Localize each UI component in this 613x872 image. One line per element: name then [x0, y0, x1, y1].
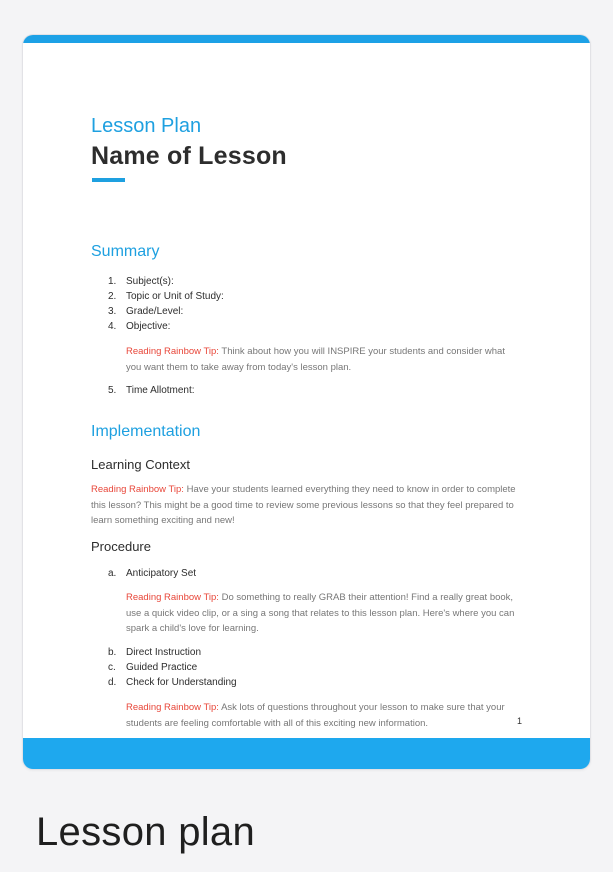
procedure-heading: Procedure	[91, 539, 151, 554]
procedure-item	[108, 662, 197, 673]
item-marker: b.	[108, 647, 117, 658]
tip-text: Ask lots of questions throughout your lesson to make sure that your students are feeling comfortable with all of this exciting new information.	[126, 702, 505, 729]
summary-item	[108, 306, 183, 317]
item-label: Anticipatory Set	[126, 568, 197, 579]
item-marker: c.	[108, 662, 116, 673]
doc-title: Name of Lesson	[91, 142, 287, 170]
item-label: Topic or Unit of Study:	[126, 291, 224, 302]
item-marker: 1.	[108, 276, 117, 287]
title-underline	[92, 178, 125, 182]
item-marker: 4.	[108, 321, 117, 332]
item-marker: d.	[108, 677, 117, 688]
item-marker: 2.	[108, 291, 117, 302]
tip-check-understanding	[126, 700, 521, 731]
card-top-accent	[23, 35, 590, 43]
summary-item	[108, 385, 195, 396]
tip-label: Reading Rainbow Tip:	[91, 484, 184, 495]
procedure-item	[108, 568, 196, 579]
card-bottom-band	[23, 738, 590, 769]
tip-learning-context	[91, 482, 521, 529]
summary-item	[108, 291, 224, 302]
tip-text: Have your students learned everything they need to know in order to complete this lesson? This might be a good time to review some previous lessons so that they feel prepared to learn something exciting and new!	[91, 484, 516, 526]
item-marker: 3.	[108, 306, 117, 317]
item-label: Direct Instruction	[126, 647, 202, 658]
template-caption[interactable]: Lesson plan	[36, 810, 256, 854]
page-number: 1	[516, 716, 522, 726]
template-card[interactable]	[23, 35, 590, 769]
item-marker: 5.	[108, 385, 117, 396]
tip-label: Reading Rainbow Tip:	[126, 702, 219, 713]
item-marker: a.	[108, 568, 117, 579]
tip-label: Reading Rainbow Tip:	[126, 592, 219, 603]
procedure-item	[108, 677, 237, 688]
tip-label: Reading Rainbow Tip:	[126, 346, 219, 357]
tip-objective	[126, 344, 516, 375]
summary-item	[108, 276, 174, 287]
item-label: Objective:	[126, 321, 171, 332]
tip-anticipatory-set	[126, 590, 521, 637]
tip-text: Do something to really GRAB their attention! Find a really great book, use a quick video clip, or a sing a song that relates to this lesson plan. Here's where you can spark a child's love for learning.	[126, 592, 515, 634]
item-label: Check for Understanding	[126, 677, 237, 688]
doc-eyebrow: Lesson Plan	[91, 115, 202, 137]
summary-heading: Summary	[91, 243, 160, 260]
item-label: Grade/Level:	[126, 306, 184, 317]
learning-context-heading: Learning Context	[91, 457, 191, 472]
implementation-heading: Implementation	[91, 423, 201, 440]
procedure-item	[108, 647, 201, 658]
tip-text: Think about how you will INSPIRE your students and consider what you want them to take away from today's lesson plan.	[126, 346, 505, 373]
item-label: Time Allotment:	[126, 385, 195, 396]
summary-item	[108, 321, 170, 332]
item-label: Subject(s):	[126, 276, 174, 287]
item-label: Guided Practice	[126, 662, 198, 673]
